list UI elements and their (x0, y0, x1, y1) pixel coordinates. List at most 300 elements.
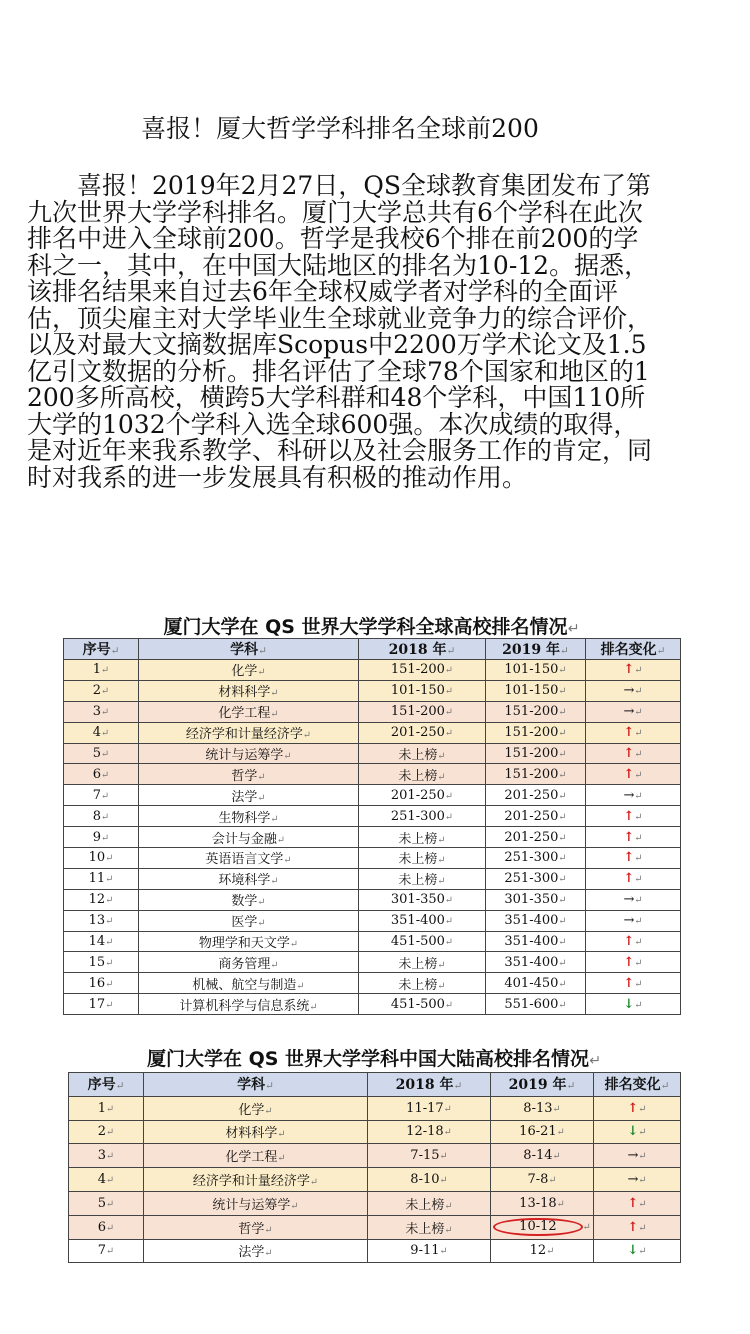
cell-subject-value: 医学 (231, 915, 258, 931)
paragraph-mark: ↵ (548, 1175, 557, 1187)
paragraph-mark: ↵ (106, 1127, 115, 1139)
paragraph-mark: ↵ (105, 957, 114, 969)
cell-change (586, 952, 681, 973)
highlight-circle (493, 1218, 582, 1236)
paragraph-mark: ↵ (283, 855, 292, 867)
paragraph-mark: ↵ (437, 834, 446, 846)
table-row (69, 1239, 681, 1263)
cell-subject-value: 材料科学 (225, 1126, 278, 1142)
cell-no-value: 16 (88, 975, 106, 991)
cell-change (594, 1096, 681, 1120)
cell-y2018 (368, 1191, 491, 1215)
paragraph-mark: ↵ (566, 1080, 576, 1093)
cell-change-value: ↑ (623, 850, 635, 866)
cell-y2018 (359, 660, 486, 681)
cell-subject (139, 931, 359, 952)
cell-subject-value: 计算机科学与信息系统 (179, 998, 310, 1014)
paragraph-mark: ↵ (638, 1103, 647, 1115)
cell-subject (144, 1215, 368, 1239)
cell-y2018 (359, 680, 486, 701)
paragraph-mark: ↵ (634, 790, 643, 802)
paragraph-mark: ↵ (558, 749, 567, 760)
cell-no (69, 1191, 144, 1215)
cell-change (586, 827, 681, 848)
paragraph-mark: ↵ (439, 1151, 448, 1163)
paragraph-mark: ↵ (437, 771, 446, 783)
column-header (594, 1073, 681, 1097)
paragraph-mark: ↵ (106, 1198, 115, 1210)
column-header-label: 2019 年 (502, 642, 561, 658)
cell-change (586, 868, 681, 889)
table-row (64, 722, 681, 743)
cell-y2018-value: 351-400 (390, 913, 445, 929)
paragraph-mark: ↵ (558, 874, 567, 886)
table-row (69, 1096, 681, 1120)
cell-change (586, 889, 681, 910)
column-header-label: 排名变化 (600, 642, 657, 658)
table-row (64, 701, 681, 722)
cell-y2018 (368, 1168, 491, 1192)
cell-y2019-value: 101-150 (504, 662, 559, 678)
table-header-row (69, 1073, 681, 1097)
paragraph-mark: ↵ (589, 1053, 602, 1069)
paragraph-mark: ↵ (552, 1151, 561, 1163)
cell-subject (144, 1144, 368, 1168)
paragraph-mark: ↵ (437, 855, 446, 867)
paragraph-mark: ↵ (277, 1129, 286, 1141)
cell-y2018 (359, 827, 486, 848)
cell-no (69, 1215, 144, 1239)
table-row (64, 806, 681, 827)
paragraph-mark: ↵ (105, 937, 114, 949)
cell-y2019 (486, 931, 586, 952)
cell-y2018 (368, 1215, 491, 1239)
cell-no (69, 1144, 144, 1168)
cell-y2019-value: 351-400 (504, 954, 559, 970)
cell-subject-value: 经济学和计量经济学 (192, 1174, 310, 1190)
paragraph-mark: ↵ (258, 645, 267, 657)
column-header (64, 639, 139, 660)
cell-no (64, 722, 139, 743)
paragraph-mark: ↵ (444, 999, 454, 1011)
paragraph-mark: ↵ (106, 1103, 115, 1115)
cell-y2018-value: 未上榜 (405, 1221, 445, 1237)
cell-change (586, 931, 681, 952)
cell-y2018-value: 451-500 (390, 934, 445, 950)
cell-change (586, 806, 681, 827)
cell-y2018 (368, 1144, 491, 1168)
table-row (64, 743, 681, 764)
cell-y2018 (368, 1239, 491, 1263)
cell-y2018-value: 11-17 (406, 1100, 444, 1116)
table-row (64, 785, 681, 806)
paragraph-mark: ↵ (444, 686, 454, 698)
paragraph-mark: ↵ (439, 1246, 448, 1258)
global-ranking-table (63, 638, 681, 1015)
paragraph-mark: ↵ (101, 749, 110, 760)
page-title: 喜报！厦大哲学学科排名全球前200 (141, 114, 539, 143)
paragraph-mark: ↵ (265, 1080, 274, 1093)
cell-change-value: ↑ (627, 1219, 639, 1235)
paragraph-mark: ↵ (101, 665, 110, 677)
cell-no (64, 827, 139, 848)
cell-subject (139, 764, 359, 785)
cell-change-value: → (623, 787, 635, 803)
cell-subject-value: 哲学 (231, 768, 258, 784)
paragraph-mark: ↵ (634, 957, 643, 969)
mainland-table-title-text: 厦门大学在 QS 世界大学学科中国大陆高校排名情况 (146, 1048, 590, 1070)
cell-subject-value: 英语语言文学 (205, 852, 284, 868)
paragraph-mark: ↵ (567, 621, 580, 637)
cell-subject (139, 701, 359, 722)
cell-y2019-value: 10-12 (519, 1219, 557, 1235)
cell-change-value: ↑ (627, 1100, 639, 1116)
cell-no (64, 701, 139, 722)
cell-no-value: 14 (88, 934, 106, 950)
cell-y2019-value: 151-200 (504, 746, 559, 761)
table-row (64, 848, 681, 869)
cell-change (586, 722, 681, 743)
paragraph-mark: ↵ (101, 728, 110, 740)
paragraph-mark: ↵ (270, 813, 279, 825)
cell-y2019 (486, 660, 586, 681)
cell-no-value: 7 (92, 787, 102, 803)
cell-no (64, 931, 139, 952)
column-header (359, 639, 486, 660)
cell-y2018-value: 未上榜 (398, 852, 438, 868)
cell-y2019 (491, 1215, 594, 1239)
column-header-label: 学科 (237, 1077, 266, 1094)
cell-subject-value: 机械、航空与制造 (192, 977, 297, 993)
cell-no (64, 994, 139, 1015)
column-header (486, 639, 586, 660)
cell-change (594, 1168, 681, 1192)
cell-y2019 (486, 868, 586, 889)
cell-change-value: ↓ (627, 1124, 639, 1140)
paragraph-mark: ↵ (558, 853, 567, 865)
paragraph-mark: ↵ (106, 1151, 115, 1163)
cell-no-value: 3 (97, 1148, 107, 1164)
table-row (64, 952, 681, 973)
cell-change (586, 743, 681, 764)
cell-y2019-value: 351-400 (504, 934, 559, 950)
paragraph-mark: ↵ (560, 645, 569, 657)
table-row (64, 827, 681, 848)
paragraph-mark: ↵ (437, 751, 446, 762)
cell-change-value: ↑ (623, 746, 635, 761)
cell-y2019-value: 151-200 (504, 725, 559, 741)
global-table-title-text: 厦门大学在 QS 世界大学学科全球高校排名情况 (163, 616, 568, 638)
cell-change-value: ↑ (623, 829, 635, 845)
cell-y2019-value: 551-600 (504, 996, 559, 1012)
column-header-label: 序号 (82, 642, 111, 658)
cell-y2019 (486, 994, 586, 1015)
cell-no-value: 6 (92, 766, 102, 782)
cell-no-value: 2 (92, 683, 102, 699)
paragraph-mark: ↵ (634, 707, 643, 719)
paragraph-mark: ↵ (276, 834, 286, 846)
paragraph-mark: ↵ (444, 728, 454, 740)
cell-subject (139, 680, 359, 701)
paragraph-mark: ↵ (558, 937, 567, 949)
paragraph-mark: ↵ (437, 876, 446, 888)
cell-change-value: → (627, 1172, 639, 1188)
paragraph-mark: ↵ (634, 916, 643, 928)
cell-y2018 (368, 1096, 491, 1120)
paragraph-mark: ↵ (634, 874, 643, 886)
cell-y2018 (359, 868, 486, 889)
paragraph-mark: ↵ (558, 978, 567, 990)
cell-y2019-value: 301-350 (504, 892, 559, 908)
cell-subject-value: 法学 (238, 1245, 265, 1261)
cell-change (594, 1191, 681, 1215)
cell-no (64, 973, 139, 994)
cell-no (69, 1168, 144, 1192)
cell-y2019 (486, 785, 586, 806)
cell-y2019 (486, 889, 586, 910)
cell-subject-value: 生物科学 (218, 810, 271, 826)
article-body: 喜报！2019年2月27日，QS全球教育集团发布了第九次世界大学学科排名。厦门大学总共有6个学科在此次排名中进入全球前200。哲学是我校6个排在前200的学科之一，其中，在中国大陆地区的排名为10-12。据悉，该排名结果来自过去6年全球权威学者对学科的全面评估，顶尖雇主对大学毕业生全球就业竞争力的综合评价，以及对最大文摘数据库Scopus中2200万学术论文及1.5亿引文数据的分析。排名评估了全球78个国家和地区的1200多所高校，横跨5大学科群和48个学科，中国110所大学的1032个学科入选全球600强。本次成绩的取得，是对近年来我系教学、科研以及社会服务工作的肯定，同时对我系的进一步发展具有积极的推动作用。 (27, 171, 653, 492)
paragraph-mark: ↵ (101, 707, 110, 719)
cell-subject (144, 1239, 368, 1263)
paragraph-mark: ↵ (446, 645, 456, 657)
paragraph-mark: ↵ (638, 1175, 647, 1187)
paragraph-mark: ↵ (444, 707, 454, 719)
table-row (69, 1120, 681, 1144)
column-header-label: 2018 年 (388, 642, 447, 658)
paragraph-mark: ↵ (264, 1248, 273, 1260)
cell-change (594, 1144, 681, 1168)
cell-y2019 (486, 806, 586, 827)
paragraph-mark: ↵ (270, 709, 279, 721)
paragraph-mark: ↵ (558, 686, 567, 698)
cell-change-value: ↓ (627, 1243, 639, 1259)
cell-no-value: 3 (92, 704, 102, 720)
paragraph-mark: ↵ (634, 895, 643, 907)
paragraph-mark: ↵ (556, 1127, 565, 1139)
paragraph-mark: ↵ (437, 980, 446, 992)
cell-y2018 (359, 848, 486, 869)
paragraph-mark: ↵ (558, 957, 567, 969)
cell-y2019-value: 201-250 (504, 808, 559, 824)
cell-no (64, 889, 139, 910)
cell-y2018-value: 12-18 (406, 1124, 444, 1140)
cell-subject-value: 法学 (231, 789, 258, 805)
cell-change-value: ↑ (623, 725, 635, 741)
cell-no (64, 764, 139, 785)
cell-y2018 (359, 931, 486, 952)
cell-change (586, 910, 681, 931)
cell-y2018-value: 301-350 (390, 892, 445, 908)
paragraph-mark: ↵ (443, 1127, 452, 1139)
paragraph-mark: ↵ (257, 667, 266, 679)
paragraph-mark: ↵ (444, 790, 454, 802)
cell-no-value: 11 (88, 871, 106, 887)
paragraph-mark: ↵ (638, 1246, 647, 1258)
table-row (69, 1144, 681, 1168)
cell-change (586, 660, 681, 681)
cell-change-value: ↓ (623, 996, 635, 1012)
cell-subject-value: 化学工程 (225, 1150, 278, 1166)
cell-y2019-value: 8-14 (523, 1148, 553, 1164)
cell-y2018-value: 未上榜 (398, 956, 438, 972)
column-header (144, 1073, 368, 1097)
cell-subject (139, 660, 359, 681)
paragraph-mark: ↵ (105, 874, 114, 886)
cell-y2019 (491, 1239, 594, 1263)
cell-y2019-value: 101-150 (504, 683, 559, 699)
cell-y2019 (486, 701, 586, 722)
cell-y2019 (486, 973, 586, 994)
cell-change (586, 973, 681, 994)
cell-no (64, 680, 139, 701)
table-row (64, 660, 681, 681)
cell-y2018-value: 151-200 (390, 704, 445, 720)
paragraph-mark: ↵ (444, 895, 454, 907)
cell-y2018 (359, 910, 486, 931)
cell-y2018 (359, 722, 486, 743)
cell-subject (139, 973, 359, 994)
cell-change (594, 1215, 681, 1239)
cell-y2019 (491, 1191, 594, 1215)
cell-no-value: 1 (97, 1100, 107, 1116)
cell-no-value: 12 (88, 892, 106, 908)
paragraph-mark: ↵ (444, 811, 454, 823)
paragraph-mark: ↵ (444, 1200, 453, 1212)
cell-no-value: 10 (88, 850, 106, 866)
cell-y2019-value: 201-250 (504, 787, 559, 803)
cell-y2019-value: 151-200 (504, 704, 559, 720)
cell-subject (139, 722, 359, 743)
paragraph-mark: ↵ (558, 665, 567, 677)
paragraph-mark: ↵ (634, 853, 643, 865)
paragraph-mark: ↵ (283, 751, 292, 762)
cell-no-value: 6 (97, 1219, 107, 1235)
cell-subject-value: 经济学和计量经济学 (185, 727, 303, 743)
cell-subject (139, 785, 359, 806)
cell-y2019 (486, 722, 586, 743)
cell-no (64, 952, 139, 973)
column-header-label: 学科 (230, 642, 259, 658)
paragraph-mark: ↵ (439, 1175, 448, 1187)
paragraph-mark: ↵ (660, 1080, 670, 1093)
paragraph-mark: ↵ (105, 853, 114, 865)
mainland-table-body (69, 1096, 681, 1263)
cell-subject-value: 统计与运筹学 (205, 748, 284, 763)
cell-y2019 (486, 743, 586, 764)
cell-no (64, 806, 139, 827)
table-row (64, 994, 681, 1015)
cell-no-value: 4 (92, 725, 102, 741)
column-header (368, 1073, 491, 1097)
column-header (139, 639, 359, 660)
paragraph-mark: ↵ (556, 1198, 565, 1210)
paragraph-mark: ↵ (309, 1001, 318, 1013)
column-header (69, 1073, 144, 1097)
cell-subject-value: 统计与运筹学 (212, 1197, 291, 1213)
cell-change (594, 1239, 681, 1263)
cell-no-value: 5 (97, 1195, 107, 1211)
cell-subject (139, 910, 359, 931)
paragraph-mark: ↵ (558, 728, 567, 740)
paragraph-mark: ↵ (558, 790, 567, 802)
cell-y2018 (368, 1120, 491, 1144)
table-header-row (64, 639, 681, 660)
cell-subject-value: 哲学 (238, 1221, 265, 1237)
cell-change (594, 1120, 681, 1144)
cell-no (69, 1239, 144, 1263)
paragraph-mark: ↵ (270, 959, 279, 971)
cell-change (586, 994, 681, 1015)
paragraph-mark: ↵ (257, 771, 266, 783)
cell-subject-value: 环境科学 (218, 873, 271, 889)
cell-change-value: ↑ (623, 954, 635, 970)
paragraph-mark: ↵ (444, 916, 454, 928)
paragraph-mark: ↵ (582, 1222, 591, 1234)
paragraph-mark: ↵ (110, 645, 120, 657)
cell-y2019 (491, 1168, 594, 1192)
cell-no-value: 8 (92, 808, 102, 824)
paragraph-mark: ↵ (105, 916, 114, 928)
cell-y2018-value: 8-10 (410, 1172, 440, 1188)
cell-subject-value: 材料科学 (218, 685, 271, 701)
paragraph-mark: ↵ (444, 937, 454, 949)
cell-y2019 (491, 1120, 594, 1144)
cell-y2018-value: 未上榜 (398, 748, 438, 763)
cell-change (586, 701, 681, 722)
cell-subject (139, 889, 359, 910)
cell-y2018-value: 未上榜 (398, 977, 438, 993)
paragraph-mark: ↵ (309, 1177, 319, 1189)
cell-y2019 (486, 848, 586, 869)
cell-y2018-value: 451-500 (390, 996, 445, 1012)
paragraph-mark: ↵ (444, 665, 454, 677)
cell-subject (144, 1096, 368, 1120)
cell-y2019-value: 12 (529, 1243, 547, 1259)
cell-subject (139, 743, 359, 764)
paragraph-mark: ↵ (656, 645, 666, 657)
paragraph-mark: ↵ (638, 1127, 647, 1139)
cell-change (586, 848, 681, 869)
table-row (69, 1168, 681, 1192)
cell-change-value: ↑ (623, 808, 635, 824)
cell-y2018-value: 未上榜 (398, 831, 438, 847)
mainland-ranking-table (68, 1072, 681, 1263)
cell-subject (144, 1191, 368, 1215)
cell-subject (139, 806, 359, 827)
cell-y2019-value: 8-13 (523, 1100, 553, 1116)
cell-y2019 (486, 680, 586, 701)
cell-subject (139, 994, 359, 1015)
cell-change-value: → (623, 913, 635, 929)
paragraph-mark: ↵ (638, 1222, 647, 1234)
cell-change-value: ↑ (627, 1195, 639, 1211)
cell-subject (139, 848, 359, 869)
cell-y2019-value: 351-400 (504, 913, 559, 929)
paragraph-mark: ↵ (453, 1080, 463, 1093)
column-header (586, 639, 681, 660)
paragraph-mark: ↵ (558, 999, 567, 1011)
global-table-title (63, 612, 680, 639)
cell-y2018 (359, 806, 486, 827)
paragraph-mark: ↵ (257, 792, 266, 804)
cell-subject (144, 1120, 368, 1144)
table-row (64, 764, 681, 785)
paragraph-mark: ↵ (634, 728, 643, 740)
cell-y2018 (359, 952, 486, 973)
table-row (64, 910, 681, 931)
cell-no-value: 15 (88, 954, 106, 970)
